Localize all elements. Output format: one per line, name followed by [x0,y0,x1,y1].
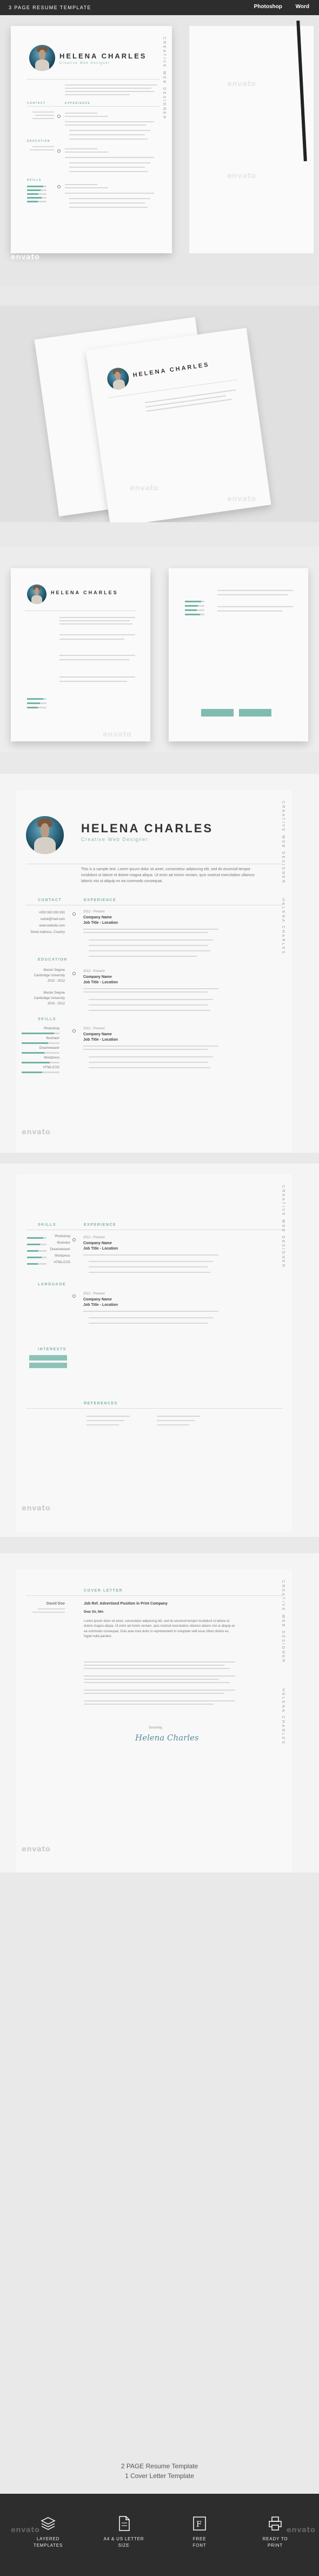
summary-line-2: 1 Cover Letter Template [125,2472,194,2480]
experience-years: 2012 - Present [83,1027,105,1030]
template-summary [0,2457,319,2494]
resume-name: HELENA CHARLES [51,590,118,595]
software-photoshop: Photoshop [254,4,282,10]
watermark: envato [227,80,256,88]
detail-panel-page-2 [0,1164,319,1537]
cover-letter-body: Lorem ipsum dolor sit amet, consectetur adipiscing elit, sed do eiusmod tempor incididunt ut labore et dolore magna aliqua. Ut enim ad minim veniam, quis nostrud exercitation ullamco laboris nisi ut aliquip ex ea commodo consequat. Duis aute irure dolor in reprehenderit in voluptate velit esse cillum dolore eu fugiat nulla pariatur. [84,1620,235,1638]
resume-page-left [11,568,150,741]
section-skills: SKILLS [38,1017,56,1021]
experience-company: Company Name [83,1298,112,1302]
detail-panel-cover-letter [0,1553,319,1872]
profile-text: This is a sample text. Lorem ipsum dolor sit amet, consectetur adipiscing elit, sed do eiusmod tempor incididunt ut labore et dolore magna aliqua. Ut enim ad minim veniam, quis nostrud exercitation ullamco laboris nisi ut aliquip ex ea commodo consequat. [81,868,255,883]
experience-years: 2012 - Present [83,910,105,914]
signature: Helena Charles [135,1733,199,1743]
job-reference: Job Ref. Advertised Position in Print Company [84,1602,168,1606]
template-title: 3 PAGE RESUME TEMPLATE [9,5,91,10]
section-experience: EXPERIENCE [65,102,91,105]
section-references: REFERENCES [84,1402,118,1405]
education-degree: Master Degree [43,969,65,972]
watermark: envato [11,253,40,261]
feature-size [92,2515,156,2548]
profile-photo [106,366,130,391]
skill-name: Illustrator [46,1037,59,1040]
side-label: HELENA CHARLES [281,898,285,955]
section-skills: SKILLS [27,179,42,182]
watermark: envato [227,172,256,180]
detail-panel-page-1 [0,774,319,1153]
side-label: CREATIVE WEB DESIGNER [281,1185,285,1269]
education-school: Cambridge University [34,997,65,1000]
experience-company: Company Name [83,1241,112,1245]
education-year: 2010 - 2012 [47,1002,65,1006]
printer-icon [268,2515,283,2532]
profile-photo [29,45,55,71]
experience-years: 2012 - Present [83,1292,105,1296]
skill-name: Photoshop [55,1235,70,1238]
feature-font [168,2515,231,2548]
resume-subtitle: Creative Web Designer [81,837,149,842]
resume-name: HELENA CHARLES [59,52,147,60]
side-label: CREATIVE WEB DESIGNER [162,37,166,120]
section-interests: INTERESTS [38,1348,67,1351]
font-icon [192,2515,207,2532]
preview-panel-2 [0,306,319,522]
contact-address: Street Address, Country [30,931,65,934]
experience-title: Job Title - Location [83,981,118,984]
greeting: Dear Sir, Mm [84,1611,104,1614]
resume-page-right [169,568,308,741]
contact-website: www.website.com [39,924,65,928]
side-label: CREATIVE WEB DESIGNER [281,801,285,884]
document-icon [116,2515,131,2532]
education-year: 2010 - 2012 [47,980,65,983]
watermark: envato [287,2526,316,2534]
section-contact: CONTACT [27,102,46,105]
resume-subtitle: Creative Web Designer [59,62,110,65]
skill-name: Dreamweaver [39,1047,59,1050]
section-language: LANGUAGE [38,1283,67,1286]
experience-title: Job Title - Location [83,921,118,925]
experience-title: Job Title - Location [83,1247,118,1251]
feature-label: A4 & US LETTER SIZE [103,2536,144,2548]
experience-company: Company Name [83,916,112,919]
skill-name: Wordpress [44,1056,59,1060]
cover-letter-heading: COVER LETTER [84,1589,123,1593]
experience-years: 2012 - Present [83,1236,105,1239]
skill-name: Wordpress [55,1254,70,1258]
experience-company: Company Name [83,975,112,979]
experience-years: 2012 - Present [83,970,105,973]
watermark: envato [22,1128,51,1136]
section-experience: EXPERIENCE [84,898,117,902]
preview-panel-3 [0,547,319,752]
resume-name: HELENA CHARLES [132,361,210,379]
svg-text:F: F [196,2520,202,2529]
profile-photo [26,816,64,854]
watermark: envato [103,731,132,739]
feature-label: FREE FONT [192,2536,207,2548]
feature-label: READY TO PRINT [262,2536,288,2548]
layers-icon [41,2515,56,2532]
experience-company: Company Name [83,1033,112,1036]
software-word: Word [295,4,309,10]
watermark: envato [11,2526,40,2534]
section-experience: EXPERIENCE [84,1223,117,1227]
watermark: envato [227,495,256,503]
skill-name: HTML/CSS [54,1261,70,1264]
feature-label: LAYERED TEMPLATES [33,2536,63,2548]
watermark: envato [130,484,159,492]
contact-email: name@mail.com [40,918,65,921]
summary-line-1: 2 PAGE Resume Template [121,2462,198,2470]
features-bar [0,2494,319,2576]
software-list [242,4,309,10]
skill-name: Dreamweaver [50,1248,70,1251]
cover-letter-page [16,1569,292,1872]
signoff: Sincerely, [149,1726,163,1730]
resume-page-detail [16,790,292,1153]
resume-page [11,26,172,253]
profile-photo [27,584,46,604]
preview-panel-1 [0,15,319,286]
watermark: envato [22,1845,51,1854]
side-label: CREATIVE WEB DESIGNER [281,1580,285,1664]
resume-page-2-detail [16,1174,292,1532]
top-bar [0,0,319,15]
watermark: envato [22,1504,51,1513]
education-school: Cambridge University [34,974,65,977]
education-degree: Master Degree [43,991,65,995]
recipient-name: David Doe [46,1602,65,1606]
resume-name: HELENA CHARLES [81,822,214,835]
skill-name: HTML/CSS [43,1066,59,1069]
contact-phone: +000 000 000 000 [38,911,65,915]
experience-title: Job Title - Location [83,1038,118,1042]
skill-name: Photoshop [44,1027,59,1030]
tilted-page-front [85,328,271,522]
section-education: EDUCATION [27,140,50,143]
skill-name: Illustrator [57,1241,70,1245]
resume-page-shadow [189,26,314,253]
section-education: EDUCATION [38,958,68,962]
side-label: HELENA CHARLES [281,1688,285,1745]
section-skills: SKILLS [38,1223,56,1227]
section-contact: CONTACT [38,898,62,902]
experience-title: Job Title - Location [83,1303,118,1307]
